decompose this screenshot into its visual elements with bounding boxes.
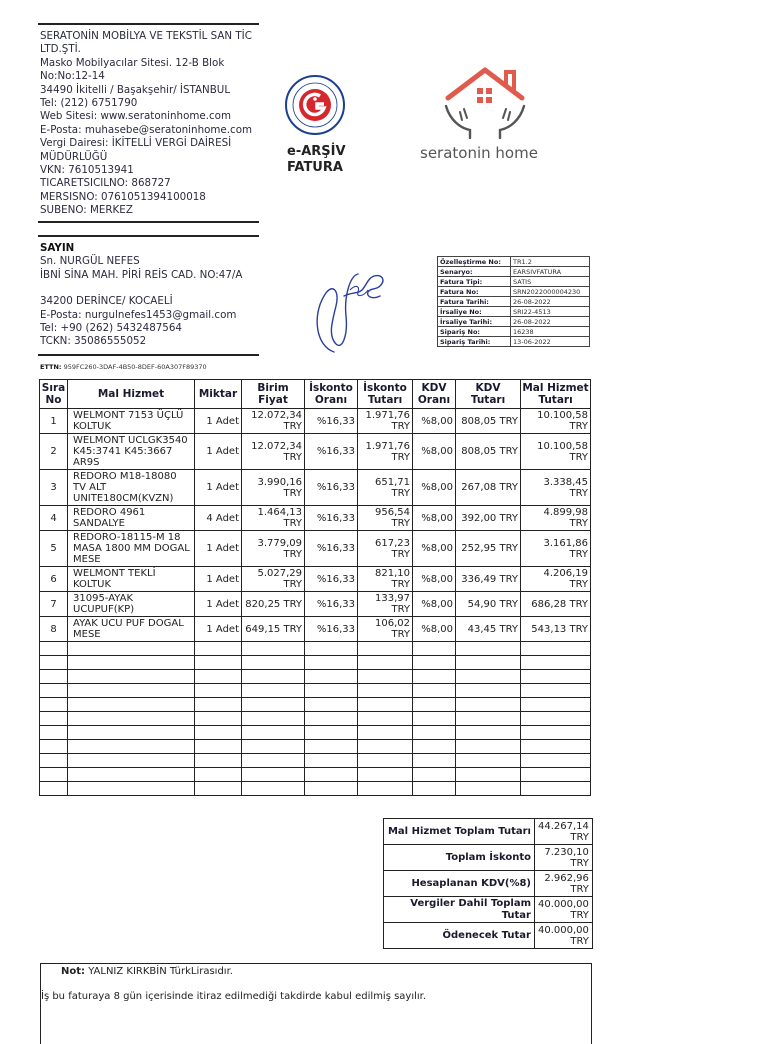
empty-cell — [242, 670, 305, 684]
totals-value: 44.267,14 TRY — [535, 819, 593, 845]
buyer-heading: SAYIN — [40, 242, 75, 254]
empty-cell — [68, 684, 195, 698]
item-name — [68, 531, 195, 567]
empty-cell — [456, 656, 521, 670]
item-unit-price: 1.464,13 TRY — [242, 506, 305, 531]
item-vat-rate: %8,00 — [413, 470, 456, 506]
column-header: KDV Oranı — [413, 380, 456, 409]
item-name — [68, 409, 195, 434]
empty-cell — [68, 670, 195, 684]
empty-cell — [413, 768, 456, 782]
meta-key: Fatura Tarihi: — [438, 297, 511, 307]
empty-cell — [521, 670, 591, 684]
item-name-text: AYAK UCU PUF DOGAL MESE — [73, 618, 184, 640]
meta-row — [438, 257, 590, 267]
item-name — [68, 434, 195, 470]
item-total: 4.206,19 TRY — [521, 567, 591, 592]
seratonin-home-logo — [420, 62, 550, 174]
totals-label: Hesaplanan KDV(%8) — [384, 871, 535, 897]
meta-key: Özelleştirme No: — [438, 257, 511, 267]
seller-line: E-Posta: muhasebe@seratoninhome.com — [40, 123, 253, 136]
empty-cell — [40, 684, 68, 698]
empty-cell — [305, 726, 358, 740]
buyer-line: TCKN: 35086555052 — [40, 335, 147, 348]
item-discount-amount: 617,23 TRY — [358, 531, 413, 567]
item-unit-price: 3.779,09 TRY — [242, 531, 305, 567]
buyer-line: Sn. NURGÜL NEFES — [40, 255, 140, 268]
column-header: KDV Tutarı — [456, 380, 521, 409]
empty-cell — [413, 782, 456, 796]
empty-row — [40, 698, 591, 712]
totals-row — [384, 819, 593, 845]
empty-cell — [40, 712, 68, 726]
meta-value: SRN2022000004230 — [511, 287, 590, 297]
totals-row — [384, 897, 593, 923]
totals-value: 2.962,96 TRY — [535, 871, 593, 897]
note-line1 — [61, 966, 233, 977]
empty-row — [40, 712, 591, 726]
empty-cell — [521, 642, 591, 656]
table-row — [40, 617, 591, 642]
item-vat-rate: %8,00 — [413, 506, 456, 531]
meta-row — [438, 337, 590, 347]
gib-seal-icon — [284, 74, 346, 136]
empty-cell — [40, 754, 68, 768]
totals-row — [384, 871, 593, 897]
item-discount-rate: %16,33 — [305, 531, 358, 567]
empty-cell — [242, 782, 305, 796]
empty-cell — [195, 670, 242, 684]
invoice-meta-table — [437, 256, 590, 347]
item-name-text: WELMONT 7153 ÜÇLÜ KOLTUK — [73, 410, 184, 432]
buyer-line: E-Posta: nurgulnefes1453@gmail.com — [40, 308, 237, 321]
empty-cell — [358, 712, 413, 726]
empty-cell — [242, 712, 305, 726]
empty-cell — [68, 740, 195, 754]
empty-row — [40, 656, 591, 670]
item-qty: 4 Adet — [195, 506, 242, 531]
house-hands-icon — [420, 62, 550, 142]
item-vat-rate: %8,00 — [413, 531, 456, 567]
meta-key: Fatura Tipi: — [438, 277, 511, 287]
column-header: Sıra No — [40, 380, 68, 409]
empty-cell — [242, 768, 305, 782]
empty-cell — [40, 698, 68, 712]
empty-cell — [195, 782, 242, 796]
item-vat-amount: 252,95 TRY — [456, 531, 521, 567]
meta-key: Senaryo: — [438, 267, 511, 277]
empty-cell — [242, 740, 305, 754]
table-row — [40, 470, 591, 506]
seller-line: Web Sitesi: www.seratoninhome.com — [40, 110, 231, 123]
empty-cell — [40, 768, 68, 782]
meta-value: 26-08-2022 — [511, 317, 590, 327]
totals-label: Toplam İskonto — [384, 845, 535, 871]
empty-cell — [413, 698, 456, 712]
meta-row — [438, 297, 590, 307]
item-discount-amount: 1.971,76 TRY — [358, 434, 413, 470]
item-total: 686,28 TRY — [521, 592, 591, 617]
empty-cell — [242, 684, 305, 698]
item-name-text: REDORO M18-18080 TV ALT UNITE180CM(KVZN) — [73, 471, 177, 504]
item-unit-price: 3.990,16 TRY — [242, 470, 305, 506]
empty-cell — [242, 656, 305, 670]
empty-cell — [456, 768, 521, 782]
empty-cell — [195, 684, 242, 698]
gib-seal-logo — [284, 74, 346, 136]
empty-cell — [413, 754, 456, 768]
item-vat-amount: 267,08 TRY — [456, 470, 521, 506]
empty-cell — [456, 726, 521, 740]
empty-cell — [305, 656, 358, 670]
buyer-line: 34200 DERİNCE/ KOCAELİ — [40, 295, 173, 308]
empty-cell — [521, 768, 591, 782]
item-name — [68, 592, 195, 617]
totals-value: 7.230,10 TRY — [535, 845, 593, 871]
item-name-text: WELMONT TEKLİ KOLTUK — [73, 568, 156, 590]
meta-row — [438, 307, 590, 317]
empty-cell — [195, 698, 242, 712]
empty-cell — [305, 684, 358, 698]
item-total: 543,13 TRY — [521, 617, 591, 642]
empty-cell — [456, 642, 521, 656]
empty-cell — [305, 754, 358, 768]
item-unit-price: 12.072,34 TRY — [242, 409, 305, 434]
items-header-row — [40, 380, 591, 409]
seller-line: LTD.ŞTİ. — [40, 43, 81, 56]
meta-row — [438, 317, 590, 327]
seller-line: No:No:12-14 — [40, 70, 105, 83]
column-header: Miktar — [195, 380, 242, 409]
items-table — [39, 379, 591, 796]
row-number: 8 — [40, 617, 68, 642]
row-number: 1 — [40, 409, 68, 434]
item-name — [68, 470, 195, 506]
empty-cell — [456, 754, 521, 768]
totals-value: 40.000,00 TRY — [535, 897, 593, 923]
item-qty: 1 Adet — [195, 434, 242, 470]
item-vat-amount: 54,90 TRY — [456, 592, 521, 617]
table-row — [40, 434, 591, 470]
empty-cell — [242, 642, 305, 656]
item-discount-rate: %16,33 — [305, 567, 358, 592]
item-discount-amount: 651,71 TRY — [358, 470, 413, 506]
empty-cell — [358, 698, 413, 712]
item-discount-rate: %16,33 — [305, 617, 358, 642]
totals-row — [384, 845, 593, 871]
item-vat-rate: %8,00 — [413, 617, 456, 642]
row-number: 2 — [40, 434, 68, 470]
ettn-line — [40, 363, 207, 371]
item-name-text: REDORO-18115-M 18 MASA 1800 MM DOGAL MESE — [73, 532, 190, 565]
column-header: Birim Fiyat — [242, 380, 305, 409]
empty-cell — [413, 740, 456, 754]
note-line2: İş bu faturaya 8 gün içerisinde itiraz edilmediği takdirde kabul edilmiş sayılır. — [41, 991, 427, 1002]
empty-cell — [305, 740, 358, 754]
item-qty: 1 Adet — [195, 409, 242, 434]
signature-icon — [306, 256, 394, 364]
empty-cell — [68, 698, 195, 712]
item-vat-rate: %8,00 — [413, 409, 456, 434]
item-qty: 1 Adet — [195, 531, 242, 567]
empty-cell — [413, 712, 456, 726]
note-box — [40, 963, 592, 1044]
item-qty: 1 Adet — [195, 470, 242, 506]
seller-line: MERSISNO: 0761051394100018 — [40, 190, 206, 203]
empty-cell — [40, 656, 68, 670]
empty-cell — [521, 754, 591, 768]
seller-top-rule — [38, 23, 259, 25]
empty-cell — [456, 740, 521, 754]
empty-cell — [413, 684, 456, 698]
seller-line: SERATONİN MOBİLYA VE TEKSTİL SAN TİC — [40, 30, 252, 42]
buyer-line: Tel: +90 (262) 5432487564 — [40, 322, 182, 335]
seller-line: TICARETSICILNO: 868727 — [40, 177, 171, 190]
item-vat-amount: 336,49 TRY — [456, 567, 521, 592]
seller-line: Tel: (212) 6751790 — [40, 97, 138, 110]
empty-cell — [456, 670, 521, 684]
item-vat-rate: %8,00 — [413, 592, 456, 617]
meta-row — [438, 287, 590, 297]
empty-cell — [242, 698, 305, 712]
meta-key: İrsaliye No: — [438, 307, 511, 317]
item-name-text: WELMONT UCLGK3540 K45:3741 K45:3667 AR9S — [73, 435, 188, 468]
signature — [306, 256, 394, 364]
item-discount-amount: 1.971,76 TRY — [358, 409, 413, 434]
ettn-value: 959FC260-3DAF-4B50-8DEF-60A307F89370 — [63, 363, 207, 371]
empty-row — [40, 670, 591, 684]
seller-line: MÜDÜRLÜĞÜ — [40, 150, 108, 163]
empty-cell — [68, 782, 195, 796]
item-total: 10.100,58 TRY — [521, 409, 591, 434]
empty-cell — [521, 712, 591, 726]
meta-value: 26-08-2022 — [511, 297, 590, 307]
empty-cell — [521, 726, 591, 740]
meta-value: SRI22-4513 — [511, 307, 590, 317]
item-qty: 1 Adet — [195, 567, 242, 592]
empty-row — [40, 642, 591, 656]
buyer-info — [40, 242, 242, 349]
empty-cell — [521, 684, 591, 698]
totals-label: Vergiler Dahil Toplam Tutar — [384, 897, 535, 923]
note-text: YALNIZ KIRKBİN TürkLirasıdır. — [85, 966, 233, 977]
empty-row — [40, 754, 591, 768]
empty-cell — [521, 698, 591, 712]
empty-cell — [68, 768, 195, 782]
empty-cell — [195, 656, 242, 670]
item-unit-price: 12.072,34 TRY — [242, 434, 305, 470]
item-discount-amount: 821,10 TRY — [358, 567, 413, 592]
empty-cell — [413, 726, 456, 740]
empty-cell — [305, 768, 358, 782]
empty-cell — [521, 782, 591, 796]
table-row — [40, 592, 591, 617]
item-name-text: 31095-AYAK UCUPUF(KP) — [73, 593, 135, 615]
empty-row — [40, 768, 591, 782]
earsiv-line1: e-ARŞİV — [287, 144, 346, 159]
item-total: 3.161,86 TRY — [521, 531, 591, 567]
meta-value: TR1.2 — [511, 257, 590, 267]
seller-line: 34490 İkitelli / Başakşehir/ İSTANBUL — [40, 83, 231, 96]
empty-cell — [68, 754, 195, 768]
buyer-line: İBNİ SİNA MAH. PİRİ REİS CAD. NO:47/A — [40, 268, 243, 281]
meta-value: 16238 — [511, 327, 590, 337]
empty-row — [40, 740, 591, 754]
empty-cell — [413, 642, 456, 656]
empty-cell — [305, 642, 358, 656]
empty-cell — [68, 656, 195, 670]
item-discount-amount: 133,97 TRY — [358, 592, 413, 617]
item-discount-amount: 106,02 TRY — [358, 617, 413, 642]
meta-value: 13-06-2022 — [511, 337, 590, 347]
meta-row — [438, 327, 590, 337]
empty-cell — [358, 754, 413, 768]
item-name — [68, 567, 195, 592]
meta-key: Sipariş No: — [438, 327, 511, 337]
item-total: 3.338,45 TRY — [521, 470, 591, 506]
buyer-top-rule — [38, 235, 259, 237]
empty-cell — [358, 684, 413, 698]
empty-cell — [358, 726, 413, 740]
column-header: Mal Hizmet Tutarı — [521, 380, 591, 409]
empty-cell — [40, 740, 68, 754]
item-discount-amount: 956,54 TRY — [358, 506, 413, 531]
empty-cell — [68, 726, 195, 740]
table-row — [40, 531, 591, 567]
empty-cell — [305, 712, 358, 726]
seller-bottom-rule — [38, 221, 259, 223]
empty-cell — [413, 670, 456, 684]
buyer-bottom-rule — [38, 354, 259, 356]
empty-cell — [358, 656, 413, 670]
seller-line: Masko Mobilyacılar Sitesi. 12-B Blok — [40, 56, 225, 69]
empty-cell — [40, 642, 68, 656]
empty-cell — [358, 642, 413, 656]
meta-key: Fatura No: — [438, 287, 511, 297]
ettn-label: ETTN: — [40, 363, 62, 371]
totals-label: Ödenecek Tutar — [384, 923, 535, 949]
earsiv-line2: FATURA — [287, 160, 343, 175]
empty-cell — [305, 698, 358, 712]
empty-cell — [195, 754, 242, 768]
empty-cell — [521, 740, 591, 754]
row-number: 5 — [40, 531, 68, 567]
item-unit-price: 820,25 TRY — [242, 592, 305, 617]
item-discount-rate: %16,33 — [305, 434, 358, 470]
item-vat-rate: %8,00 — [413, 434, 456, 470]
totals-row — [384, 923, 593, 949]
item-total: 4.899,98 TRY — [521, 506, 591, 531]
totals-label: Mal Hizmet Toplam Tutarı — [384, 819, 535, 845]
empty-cell — [456, 684, 521, 698]
item-vat-amount: 392,00 TRY — [456, 506, 521, 531]
empty-cell — [413, 656, 456, 670]
column-header: İskonto Tutarı — [358, 380, 413, 409]
empty-row — [40, 684, 591, 698]
empty-cell — [40, 782, 68, 796]
empty-cell — [358, 768, 413, 782]
meta-key: İrsaliye Tarihi: — [438, 317, 511, 327]
item-unit-price: 5.027,29 TRY — [242, 567, 305, 592]
empty-cell — [358, 670, 413, 684]
totals-value: 40.000,00 TRY — [535, 923, 593, 949]
brand-name: seratonin home — [420, 144, 538, 162]
empty-cell — [456, 712, 521, 726]
column-header: İskonto Oranı — [305, 380, 358, 409]
item-name — [68, 617, 195, 642]
earsiv-title — [287, 144, 346, 176]
row-number: 7 — [40, 592, 68, 617]
empty-cell — [456, 782, 521, 796]
empty-cell — [305, 782, 358, 796]
table-row — [40, 506, 591, 531]
seller-line: Vergi Dairesi: İKİTELLİ VERGİ DAİRESİ — [40, 137, 232, 150]
item-discount-rate: %16,33 — [305, 592, 358, 617]
item-unit-price: 649,15 TRY — [242, 617, 305, 642]
empty-cell — [68, 712, 195, 726]
empty-cell — [40, 670, 68, 684]
item-name-text: REDORO 4961 SANDALYE — [73, 507, 146, 529]
row-number: 3 — [40, 470, 68, 506]
empty-row — [40, 726, 591, 740]
buyer-line — [40, 282, 242, 295]
item-qty: 1 Adet — [195, 592, 242, 617]
item-vat-amount: 808,05 TRY — [456, 409, 521, 434]
empty-row — [40, 782, 591, 796]
empty-cell — [305, 670, 358, 684]
item-vat-amount: 43,45 TRY — [456, 617, 521, 642]
seller-line: SUBENO: MERKEZ — [40, 204, 133, 217]
seller-info — [40, 30, 252, 218]
empty-cell — [195, 740, 242, 754]
empty-cell — [195, 712, 242, 726]
meta-key: Sipariş Tarihi: — [438, 337, 511, 347]
empty-cell — [195, 768, 242, 782]
table-row — [40, 567, 591, 592]
empty-cell — [521, 656, 591, 670]
empty-cell — [195, 726, 242, 740]
meta-row — [438, 267, 590, 277]
item-total: 10.100,58 TRY — [521, 434, 591, 470]
item-discount-rate: %16,33 — [305, 470, 358, 506]
empty-cell — [40, 726, 68, 740]
item-discount-rate: %16,33 — [305, 506, 358, 531]
item-qty: 1 Adet — [195, 617, 242, 642]
row-number: 6 — [40, 567, 68, 592]
note-label: Not: — [61, 966, 86, 977]
item-discount-rate: %16,33 — [305, 409, 358, 434]
item-vat-amount: 808,05 TRY — [456, 434, 521, 470]
empty-cell — [358, 740, 413, 754]
empty-cell — [68, 642, 195, 656]
empty-cell — [195, 642, 242, 656]
empty-cell — [242, 726, 305, 740]
seller-line: VKN: 7610513941 — [40, 164, 134, 177]
item-vat-rate: %8,00 — [413, 567, 456, 592]
row-number: 4 — [40, 506, 68, 531]
meta-value: EARSIVFATURA — [511, 267, 590, 277]
column-header: Mal Hizmet — [68, 380, 195, 409]
empty-cell — [242, 754, 305, 768]
totals-table — [383, 818, 593, 949]
empty-cell — [456, 698, 521, 712]
meta-value: SATIS — [511, 277, 590, 287]
meta-row — [438, 277, 590, 287]
table-row — [40, 409, 591, 434]
item-name — [68, 506, 195, 531]
empty-cell — [358, 782, 413, 796]
